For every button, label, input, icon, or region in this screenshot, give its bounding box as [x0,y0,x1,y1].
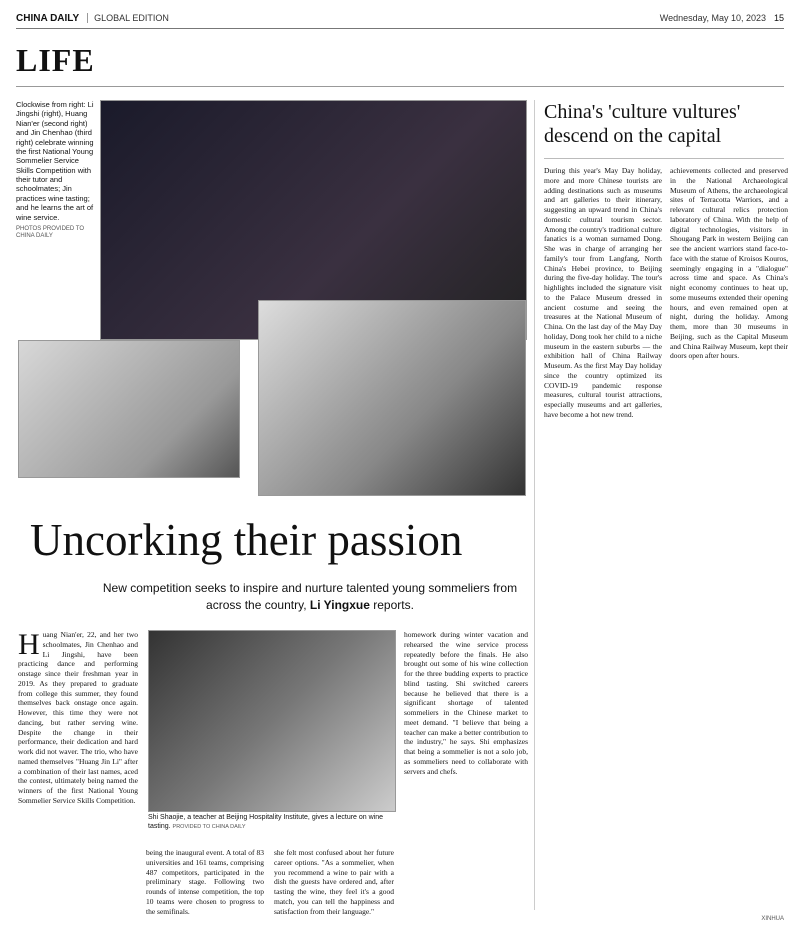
side-column-2: achievements collected and preserved in the National Archaeological Museum of Athens, the archaeological sites of Terracotta Warriors, and a relevant cultural relics protection laboratory of China. With the help of digital technologies, visitors in Shougang Park in western Beijing can see the ancient warriors stand face-to-face with the statue of Kroisos Kouros, seemingly engaging in a "dialogue" across time and space. As China's night economy continues to heat up, some museums extended their opening hours, and even remained open at night, during the holiday. Among them, more than 30 museums in Beijing, such as the Capital Museum and China Railway Museum, kept their doors open after hours. [670,166,788,361]
caption-credit: PHOTOS PROVIDED TO CHINA DAILY [16,225,85,240]
masthead [16,10,784,26]
section-rule [16,86,784,87]
body-text-1: uang Nian'er, 22, and her two schoolmates, Jin Chenhao and Li Jingshi, have been practicing dance and performing onstage since their freshman year in 2019. As they prepared to graduate from college this summer, they found themselves back onstage once again. However, this time they were not dancing, but rather serving wine. Despite the change in their performance, their dedication and hard work did not waver. The trio, who have named themselves "Huang Jin Li" after a combination of their last names, aced the contest, ultimately being named the winners of the first National Young Sommelier Service Skills Competition. [18,630,138,805]
body-column-4: homework during winter vacation and rehearsed the wine service process repeatedly before the finals. He also brought out some of his wine collection for the three budding experts to practice blind tasting. Shi switched careers because he believed that there is a significant shortage of talented sommeliers in the Chinese market to meet demand. "I believe that being a teacher can make a better contribution to the industry," he says. Shi emphasizes that being a sommelier is not a solo job, as sommeliers need to collaborate with servers and chefs. [404,630,528,776]
subhead-author: Li Yingxue [309,597,370,612]
lecture-photo-caption [148,814,396,832]
caption-text: Clockwise from right: Li Jingshi (right), Huang Nian'er (second right) and Jin Chenhao (third right) celebrate winning the first National Young Sommelier Service Skills Competition with their tutor and schoolmates; Jin practices wine tasting; and he learns the art of wine service. [16,100,94,222]
lecture-photo [148,630,396,812]
drop-cap: H [18,628,40,661]
masthead-edition: GLOBAL EDITION [87,13,169,23]
subhead-end: reports. [373,597,414,612]
side-article-rule [544,158,784,159]
masthead-date: Wednesday, May 10, 2023 [659,13,766,23]
caption4-text: Shi Shaojie, a teacher at Beijing Hospitality Institute, gives a lecture on wine tasting. [148,814,384,830]
wine-pouring-photo [18,340,240,478]
page-number: 15 [773,13,784,23]
masthead-logo: CHINA DAILY [16,12,80,24]
subhead-text: New competition seeks to inspire and nurture talented young sommeliers from across the country, [102,581,518,612]
body-column-2: being the inaugural event. A total of 83 universities and 161 teams, comprising 487 competitors, participated in the preliminary stage. Following two rounds of intense competition, the top 10 teams were chosen to progress to the semifinals. [146,848,264,916]
body-column-1 [18,630,138,806]
body-column-3: she felt most confused about her future career options. "As a sommelier, when you recommend a wine to pair with a dish the guests have ordered and, after tasting the wine, they feel it's a good match, you can tell the happiness and satisfaction from their language." [274,848,394,916]
masthead-rule [16,28,784,29]
subhead [90,580,530,614]
side-column-1: During this year's May Day holiday, more and more Chinese tourists are adding destinations such as museums and art galleries to their itinerary, suggesting an upward trend in China's domestic cultural tourism sector. Among the country's traditional culture fanatics is a woman surnamed Dong. She was in charge of arranging her family's tour from Langfang, North China's Hebei province, to Beijing during the five-day holiday. The tour's highlights included the signature visit to the Palace Museum dressed in ancient costume and seeing the treasures at the National Museum of China. On the last day of the May Day holiday, Dong took her child to a niche museum in the eastern suburbs — the exhibition hall of China Railway Museum. As the first May Day holiday since the country optimized its COVID-19 pandemic response measures, cultural tourist attractions, especially museums and art galleries, have become a hot new trend. [544,166,662,419]
column-divider [534,100,535,910]
main-photo-caption [16,100,96,241]
caption4-credit: PROVIDED TO CHINA DAILY [172,823,246,830]
footer-source: XINHUA [761,916,784,922]
wine-tasting-photo [258,300,526,496]
headline: Uncorking their passion [30,515,463,565]
side-article-title: China's 'culture vultures' descend on the capital [544,101,741,147]
section-title: LIFE [16,42,95,78]
